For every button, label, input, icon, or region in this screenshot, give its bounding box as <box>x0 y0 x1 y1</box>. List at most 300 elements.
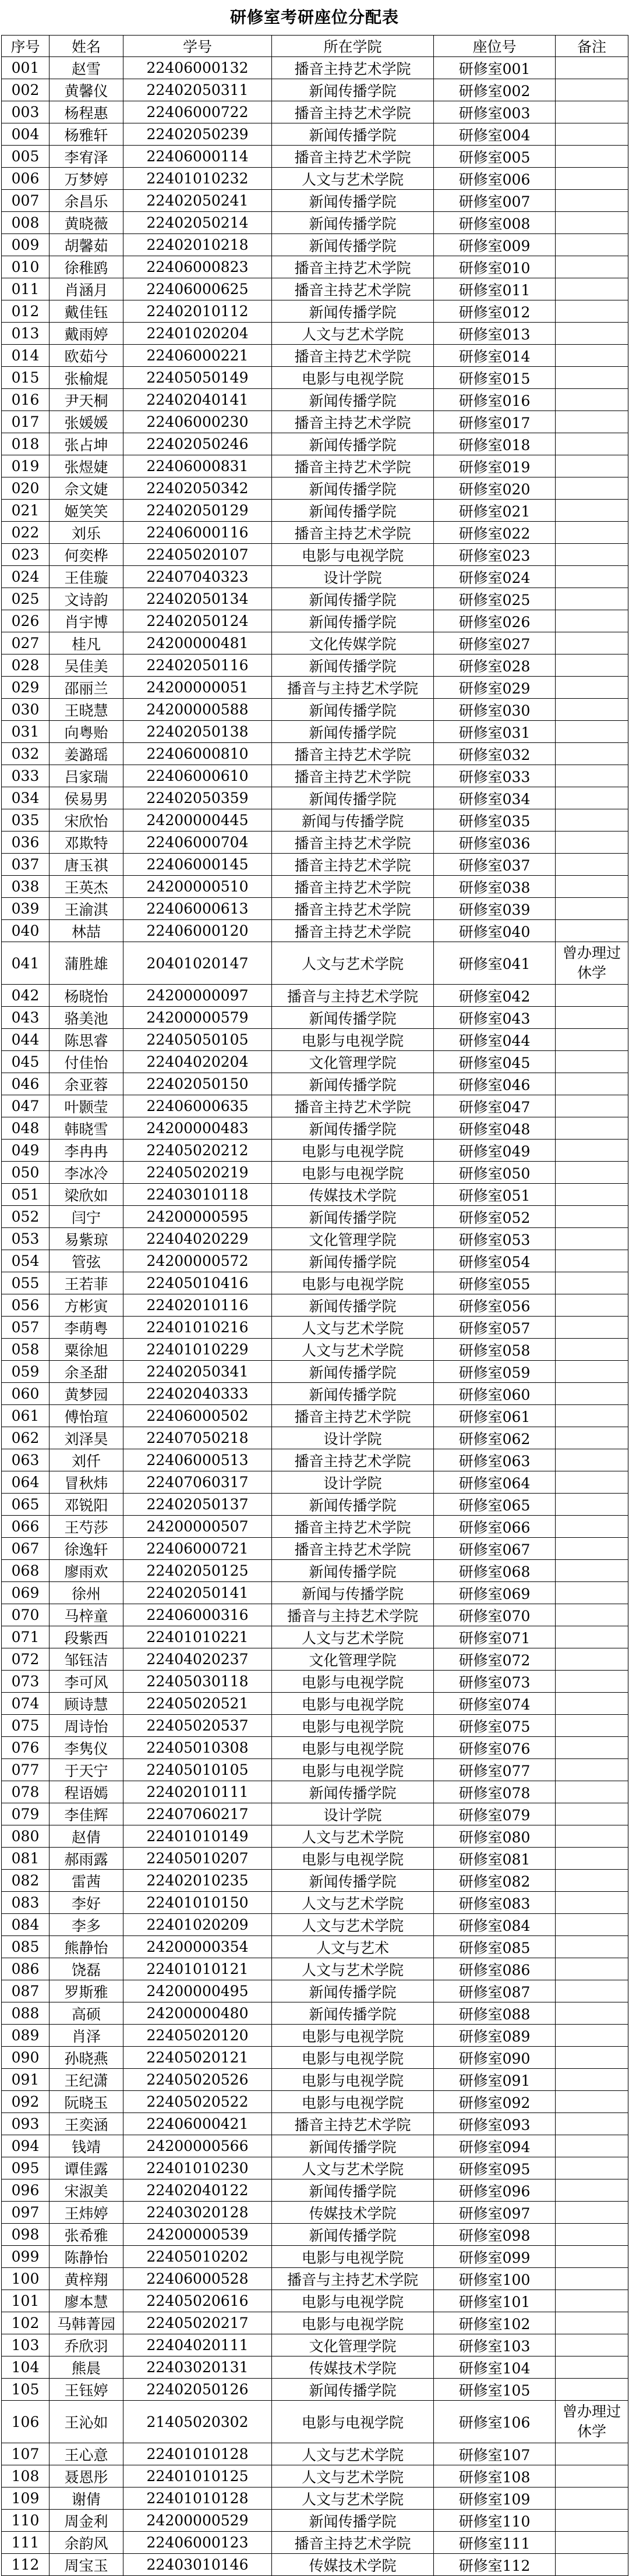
cell-note <box>556 2379 628 2401</box>
cell-name: 周宝玉 <box>50 2554 123 2576</box>
cell-student-id: 24200000495 <box>123 1980 272 2002</box>
header-student-id: 学号 <box>123 36 272 57</box>
cell-note <box>556 1936 628 1958</box>
cell-seat: 研修室059 <box>434 1361 556 1383</box>
cell-note <box>556 2554 628 2576</box>
cell-seat: 研修室044 <box>434 1029 556 1051</box>
cell-name: 李萌粤 <box>50 1317 123 1339</box>
cell-note <box>556 1471 628 1494</box>
cell-index: 056 <box>2 1294 50 1317</box>
cell-note <box>556 477 628 500</box>
table-row <box>2 1184 628 1206</box>
table-row <box>2 2401 628 2443</box>
cell-student-id: 22406000123 <box>123 2532 272 2554</box>
table-row <box>2 433 628 455</box>
cell-seat: 研修室107 <box>434 2443 556 2465</box>
cell-index: 060 <box>2 1383 50 1405</box>
table-row <box>2 632 628 654</box>
cell-student-id: 22406000722 <box>123 101 272 123</box>
cell-note <box>556 1029 628 1051</box>
header-seat: 座位号 <box>434 36 556 57</box>
cell-index: 103 <box>2 2334 50 2356</box>
cell-seat: 研修室053 <box>434 1228 556 1250</box>
cell-student-id: 24200000354 <box>123 1936 272 1958</box>
cell-seat: 研修室047 <box>434 1095 556 1117</box>
cell-seat: 研修室099 <box>434 2246 556 2268</box>
cell-index: 028 <box>2 654 50 677</box>
cell-name: 吕家瑞 <box>50 765 123 787</box>
cell-college: 播音主持艺术学院 <box>272 1095 434 1117</box>
cell-college: 新闻传播学院 <box>272 300 434 323</box>
cell-seat: 研修室106 <box>434 2401 556 2443</box>
cell-college: 新闻传播学院 <box>272 2510 434 2532</box>
table-row <box>2 522 628 544</box>
cell-college: 播音主持艺术学院 <box>272 1538 434 1560</box>
cell-college: 播音主持艺术学院 <box>272 765 434 787</box>
cell-seat: 研修室097 <box>434 2202 556 2224</box>
cell-name: 王佳璇 <box>50 566 123 588</box>
cell-note <box>556 212 628 234</box>
cell-index: 102 <box>2 2312 50 2334</box>
cell-college: 电影与电视学院 <box>272 2401 434 2443</box>
cell-student-id: 22402050150 <box>123 1073 272 1095</box>
cell-note <box>556 1051 628 1073</box>
cell-note <box>556 57 628 79</box>
table-row <box>2 831 628 854</box>
cell-index: 015 <box>2 367 50 389</box>
cell-note <box>556 831 628 854</box>
cell-name: 余昌乐 <box>50 190 123 212</box>
cell-note <box>556 898 628 920</box>
cell-student-id: 20401020147 <box>123 942 272 985</box>
cell-name: 韩晓雪 <box>50 1117 123 1140</box>
table-row <box>2 699 628 721</box>
cell-index: 093 <box>2 2113 50 2135</box>
cell-seat: 研修室002 <box>434 79 556 101</box>
table-row <box>2 2002 628 2025</box>
cell-student-id: 22406000704 <box>123 831 272 854</box>
table-row <box>2 1759 628 1781</box>
cell-index: 030 <box>2 699 50 721</box>
cell-name: 聂恩彤 <box>50 2465 123 2487</box>
table-row <box>2 1870 628 1892</box>
cell-note <box>556 2202 628 2224</box>
cell-student-id: 22406000230 <box>123 411 272 433</box>
table-row <box>2 2224 628 2246</box>
cell-name: 郝雨露 <box>50 1848 123 1870</box>
cell-name: 粟徐旭 <box>50 1339 123 1361</box>
cell-student-id: 22403010118 <box>123 1184 272 1206</box>
cell-student-id: 22401010216 <box>123 1317 272 1339</box>
cell-seat: 研修室064 <box>434 1471 556 1494</box>
cell-college: 人文与艺术学院 <box>272 1626 434 1648</box>
cell-note <box>556 1117 628 1140</box>
cell-name: 张占坤 <box>50 433 123 455</box>
cell-name: 吴佳美 <box>50 654 123 677</box>
table-row <box>2 1803 628 1825</box>
cell-student-id: 24200000588 <box>123 699 272 721</box>
cell-note <box>556 809 628 831</box>
cell-student-id: 22402040333 <box>123 1383 272 1405</box>
cell-name: 于天宁 <box>50 1759 123 1781</box>
cell-name: 易紫琼 <box>50 1228 123 1250</box>
cell-seat: 研修室069 <box>434 1582 556 1604</box>
cell-college: 播音与主持艺术学院 <box>272 1604 434 1626</box>
cell-name: 王晓慧 <box>50 699 123 721</box>
cell-note <box>556 743 628 765</box>
cell-index: 012 <box>2 300 50 323</box>
cell-college: 电影与电视学院 <box>272 2047 434 2069</box>
cell-student-id: 24200000483 <box>123 1117 272 1140</box>
cell-college: 人文与艺术学院 <box>272 2157 434 2179</box>
cell-name: 叶颢莹 <box>50 1095 123 1117</box>
cell-student-id: 22406000502 <box>123 1405 272 1427</box>
cell-student-id: 22402050137 <box>123 1494 272 1516</box>
table-row <box>2 566 628 588</box>
cell-student-id: 22401010128 <box>123 2443 272 2465</box>
table-row <box>2 79 628 101</box>
cell-student-id: 22402010111 <box>123 1781 272 1803</box>
cell-index: 087 <box>2 1980 50 2002</box>
cell-college: 播音与主持艺术学院 <box>272 2268 434 2290</box>
table-row <box>2 345 628 367</box>
cell-seat: 研修室025 <box>434 588 556 610</box>
cell-note <box>556 345 628 367</box>
cell-student-id: 22402050125 <box>123 1560 272 1582</box>
cell-student-id: 22401010149 <box>123 1825 272 1848</box>
cell-seat: 研修室019 <box>434 455 556 477</box>
cell-name: 钱靖 <box>50 2135 123 2157</box>
cell-index: 081 <box>2 1848 50 1870</box>
cell-seat: 研修室040 <box>434 920 556 942</box>
cell-seat: 研修室004 <box>434 123 556 146</box>
cell-seat: 研修室104 <box>434 2356 556 2379</box>
cell-student-id: 22407050218 <box>123 1427 272 1449</box>
table-row <box>2 2202 628 2224</box>
cell-index: 112 <box>2 2554 50 2576</box>
cell-index: 069 <box>2 1582 50 1604</box>
cell-seat: 研修室102 <box>434 2312 556 2334</box>
table-row <box>2 57 628 79</box>
cell-seat: 研修室013 <box>434 323 556 345</box>
cell-index: 035 <box>2 809 50 831</box>
cell-index: 107 <box>2 2443 50 2465</box>
cell-note <box>556 920 628 942</box>
cell-note <box>556 1715 628 1737</box>
cell-student-id: 22402050239 <box>123 123 272 146</box>
cell-seat: 研修室060 <box>434 1383 556 1405</box>
cell-name: 张希雅 <box>50 2224 123 2246</box>
cell-seat: 研修室068 <box>434 1560 556 1582</box>
cell-college: 人文与艺术学院 <box>272 1892 434 1914</box>
cell-student-id: 22402050124 <box>123 610 272 632</box>
table-row <box>2 455 628 477</box>
cell-student-id: 22401010150 <box>123 1892 272 1914</box>
cell-college: 电影与电视学院 <box>272 1848 434 1870</box>
cell-index: 053 <box>2 1228 50 1250</box>
cell-college: 电影与电视学院 <box>272 2246 434 2268</box>
cell-name: 王纪潇 <box>50 2069 123 2091</box>
cell-index: 016 <box>2 389 50 411</box>
table-row <box>2 721 628 743</box>
table-row <box>2 2487 628 2510</box>
cell-note <box>556 1737 628 1759</box>
cell-name: 王渝淇 <box>50 898 123 920</box>
cell-index: 111 <box>2 2532 50 2554</box>
cell-index: 054 <box>2 1250 50 1272</box>
cell-index: 088 <box>2 2002 50 2025</box>
cell-name: 廖雨欢 <box>50 1560 123 1582</box>
cell-seat: 研修室051 <box>434 1184 556 1206</box>
cell-note <box>556 854 628 876</box>
cell-index: 092 <box>2 2091 50 2113</box>
cell-note <box>556 610 628 632</box>
cell-student-id: 22405020526 <box>123 2069 272 2091</box>
cell-name: 李佳辉 <box>50 1803 123 1825</box>
cell-college: 播音主持艺术学院 <box>272 1449 434 1471</box>
cell-index: 075 <box>2 1715 50 1737</box>
cell-note <box>556 1560 628 1582</box>
table-row <box>2 1958 628 1980</box>
table-row <box>2 477 628 500</box>
cell-name: 徐州 <box>50 1582 123 1604</box>
cell-note <box>556 654 628 677</box>
cell-college: 新闻传播学院 <box>272 699 434 721</box>
cell-index: 064 <box>2 1471 50 1494</box>
cell-college: 新闻传播学院 <box>272 588 434 610</box>
cell-seat: 研修室070 <box>434 1604 556 1626</box>
cell-college: 新闻传播学院 <box>272 212 434 234</box>
cell-student-id: 22402010218 <box>123 234 272 256</box>
cell-name: 万梦婷 <box>50 168 123 190</box>
cell-college: 播音与主持艺术学院 <box>272 985 434 1007</box>
cell-name: 黄梓翔 <box>50 2268 123 2290</box>
cell-college: 新闻传播学院 <box>272 1383 434 1405</box>
header-index: 序号 <box>2 36 50 57</box>
cell-college: 新闻传播学院 <box>272 1073 434 1095</box>
table-row <box>2 1914 628 1936</box>
cell-note <box>556 79 628 101</box>
cell-college: 新闻传播学院 <box>272 234 434 256</box>
cell-note <box>556 1914 628 1936</box>
cell-student-id: 24200000529 <box>123 2510 272 2532</box>
table-row <box>2 212 628 234</box>
cell-seat: 研修室034 <box>434 787 556 809</box>
cell-student-id: 22405010308 <box>123 1737 272 1759</box>
cell-index: 050 <box>2 1162 50 1184</box>
cell-name: 冒秋炜 <box>50 1471 123 1494</box>
table-row <box>2 588 628 610</box>
cell-student-id: 22402050241 <box>123 190 272 212</box>
cell-seat: 研修室036 <box>434 831 556 854</box>
cell-note <box>556 2334 628 2356</box>
cell-note <box>556 1693 628 1715</box>
cell-index: 096 <box>2 2179 50 2202</box>
cell-college: 文化管理学院 <box>272 1228 434 1250</box>
cell-college: 人文与艺术学院 <box>272 1317 434 1339</box>
cell-name: 王若菲 <box>50 1272 123 1294</box>
cell-note <box>556 787 628 809</box>
cell-college: 播音主持艺术学院 <box>272 2532 434 2554</box>
table-row <box>2 1980 628 2002</box>
cell-student-id: 22404020204 <box>123 1051 272 1073</box>
cell-seat: 研修室029 <box>434 677 556 699</box>
table-row <box>2 1648 628 1671</box>
table-row <box>2 101 628 123</box>
cell-name: 王奕涵 <box>50 2113 123 2135</box>
cell-index: 040 <box>2 920 50 942</box>
cell-seat: 研修室049 <box>434 1140 556 1162</box>
table-row <box>2 367 628 389</box>
cell-index: 106 <box>2 2401 50 2443</box>
cell-student-id: 22401010121 <box>123 1958 272 1980</box>
cell-name: 张媛媛 <box>50 411 123 433</box>
cell-index: 052 <box>2 1206 50 1228</box>
cell-seat: 研修室030 <box>434 699 556 721</box>
table-row <box>2 2047 628 2069</box>
cell-note <box>556 1803 628 1825</box>
cell-seat: 研修室007 <box>434 190 556 212</box>
cell-seat: 研修室074 <box>434 1693 556 1715</box>
cell-note <box>556 2290 628 2312</box>
cell-index: 079 <box>2 1803 50 1825</box>
cell-seat: 研修室023 <box>434 544 556 566</box>
cell-seat: 研修室100 <box>434 2268 556 2290</box>
cell-student-id: 22405010202 <box>123 2246 272 2268</box>
cell-name: 廖本慧 <box>50 2290 123 2312</box>
cell-seat: 研修室086 <box>434 1958 556 1980</box>
cell-college: 电影与电视学院 <box>272 2312 434 2334</box>
cell-note <box>556 1892 628 1914</box>
cell-college: 播音主持艺术学院 <box>272 831 434 854</box>
table-row <box>2 920 628 942</box>
cell-note <box>556 455 628 477</box>
table-row <box>2 1892 628 1914</box>
cell-seat: 研修室038 <box>434 876 556 898</box>
cell-note <box>556 2091 628 2113</box>
cell-student-id: 22405020212 <box>123 1140 272 1162</box>
cell-name: 唐玉祺 <box>50 854 123 876</box>
table-row <box>2 2510 628 2532</box>
cell-index: 039 <box>2 898 50 920</box>
cell-name: 孙晓燕 <box>50 2047 123 2069</box>
cell-name: 李冰冷 <box>50 1162 123 1184</box>
cell-note <box>556 1140 628 1162</box>
cell-seat: 研修室014 <box>434 345 556 367</box>
table-row <box>2 2113 628 2135</box>
cell-college: 播音主持艺术学院 <box>272 743 434 765</box>
cell-seat: 研修室016 <box>434 389 556 411</box>
cell-student-id: 24200000539 <box>123 2224 272 2246</box>
cell-seat: 研修室001 <box>434 57 556 79</box>
cell-student-id: 22406000421 <box>123 2113 272 2135</box>
cell-student-id: 22406000823 <box>123 256 272 278</box>
cell-note <box>556 1958 628 1980</box>
table-row <box>2 190 628 212</box>
cell-student-id: 22405020521 <box>123 1693 272 1715</box>
cell-student-id: 22401010229 <box>123 1339 272 1361</box>
cell-name: 李可风 <box>50 1671 123 1693</box>
cell-college: 新闻传播学院 <box>272 1870 434 1892</box>
cell-note <box>556 234 628 256</box>
cell-note <box>556 1626 628 1648</box>
cell-seat: 研修室041 <box>434 942 556 985</box>
cell-note <box>556 1759 628 1781</box>
table-row <box>2 2025 628 2047</box>
cell-index: 099 <box>2 2246 50 2268</box>
cell-name: 杨雅轩 <box>50 123 123 146</box>
cell-college: 人文与艺术学院 <box>272 323 434 345</box>
cell-index: 023 <box>2 544 50 566</box>
cell-seat: 研修室011 <box>434 278 556 300</box>
cell-seat: 研修室021 <box>434 500 556 522</box>
cell-name: 王心意 <box>50 2443 123 2465</box>
header-college: 所在学院 <box>272 36 434 57</box>
cell-college: 播音主持艺术学院 <box>272 278 434 300</box>
cell-seat: 研修室050 <box>434 1162 556 1184</box>
cell-student-id: 22405020219 <box>123 1162 272 1184</box>
cell-name: 刘泽昊 <box>50 1427 123 1449</box>
page-title: 研修室考研座位分配表 <box>229 8 399 27</box>
cell-name: 刘仟 <box>50 1449 123 1471</box>
cell-note <box>556 2465 628 2487</box>
table-row <box>2 2179 628 2202</box>
table-row <box>2 2532 628 2554</box>
cell-college: 新闻传播学院 <box>272 1361 434 1383</box>
cell-name: 杨程惠 <box>50 101 123 123</box>
cell-seat: 研修室095 <box>434 2157 556 2179</box>
cell-note <box>556 1848 628 1870</box>
cell-college: 电影与电视学院 <box>272 1671 434 1693</box>
cell-note: 曾办理过休学 <box>556 942 628 985</box>
cell-note <box>556 1980 628 2002</box>
cell-note <box>556 1206 628 1228</box>
cell-name: 程语嫣 <box>50 1781 123 1803</box>
cell-college: 新闻传播学院 <box>272 433 434 455</box>
table-row <box>2 2157 628 2179</box>
cell-student-id: 22404020229 <box>123 1228 272 1250</box>
table-row <box>2 942 628 985</box>
cell-seat: 研修室089 <box>434 2025 556 2047</box>
table-row <box>2 610 628 632</box>
cell-seat: 研修室008 <box>434 212 556 234</box>
table-row <box>2 1007 628 1029</box>
cell-seat: 研修室076 <box>434 1737 556 1759</box>
cell-index: 070 <box>2 1604 50 1626</box>
cell-note <box>556 1604 628 1626</box>
cell-index: 063 <box>2 1449 50 1471</box>
cell-seat: 研修室093 <box>434 2113 556 2135</box>
table-row <box>2 1228 628 1250</box>
cell-student-id: 22406000810 <box>123 743 272 765</box>
cell-college: 人文与艺术学院 <box>272 168 434 190</box>
cell-index: 097 <box>2 2202 50 2224</box>
table-body <box>2 57 628 2576</box>
cell-name: 邓锐阳 <box>50 1494 123 1516</box>
cell-index: 010 <box>2 256 50 278</box>
cell-student-id: 22405020107 <box>123 544 272 566</box>
cell-note <box>556 1648 628 1671</box>
table-row <box>2 1538 628 1560</box>
cell-college: 人文与艺术学院 <box>272 1958 434 1980</box>
cell-seat: 研修室066 <box>434 1516 556 1538</box>
cell-name: 向粤贻 <box>50 721 123 743</box>
cell-student-id: 22402050311 <box>123 79 272 101</box>
cell-name: 余韵风 <box>50 2532 123 2554</box>
cell-name: 侯易男 <box>50 787 123 809</box>
table-row <box>2 1294 628 1317</box>
cell-student-id: 22402040122 <box>123 2179 272 2202</box>
